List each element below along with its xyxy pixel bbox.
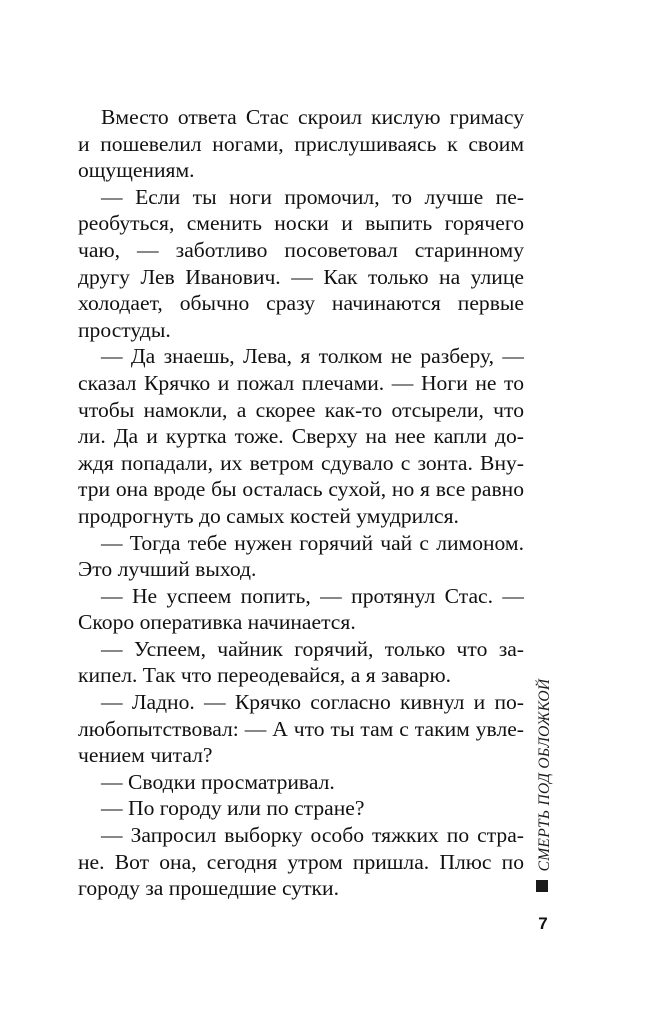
text-line: и пошевелил ногами, прислушиваясь к своим — [78, 131, 524, 156]
text-line: сказал Крячко и пожал плечами. — Ноги не то — [78, 370, 524, 395]
text-line: три она вроде бы осталась сухой, но я все равно — [78, 477, 524, 502]
text-line: Вместо ответа Стас скроил кислую гримасу — [101, 105, 524, 129]
text-line: реобуться, сменить носки и выпить горячего — [78, 211, 524, 236]
text-line: любопытствовал: — А что ты там с таким увле- — [78, 716, 524, 741]
text-line: — Да знаешь, Лева, я толком не разберу, — — [101, 344, 524, 369]
text-line: — По городу или по стране? — [101, 796, 365, 821]
page-number: 7 — [538, 914, 548, 933]
text-line: — Ладно. — Крячко согласно кивнул и по- — [101, 690, 524, 715]
text-line: чаю, — заботливо посоветовал старинному — [78, 237, 524, 262]
text-line: Скоро оперативка начинается. — [78, 610, 356, 635]
text-line: продрогнуть до самых костей умудрился. — [78, 503, 459, 528]
text-line: не. Вот она, сегодня утром пришла. Плюс по — [78, 849, 524, 874]
text-line: — Если ты ноги промочил, то лучше пе- — [101, 184, 524, 209]
text-line: — Успеем, чайник горячий, только что за- — [101, 636, 524, 661]
text-line: кипел. Так что переодевайся, а я заварю. — [78, 663, 451, 688]
text-line: — Запросил выборку особо тяжких по стра- — [101, 823, 524, 848]
text-line: ждя попадали, их ветром сдувало с зонта. Вну- — [78, 450, 524, 475]
text-line: чтобы намокли, а скорее как-то отсырели, что — [78, 397, 524, 422]
text-line: — Тогда тебе нужен горячий чай с лимоном. — [101, 530, 524, 555]
text-line: ощущениям. — [78, 158, 195, 183]
running-head-square-mark — [536, 880, 548, 892]
body-text — [78, 104, 524, 902]
text-line: простуды. — [78, 317, 171, 342]
text-line: Это лучший выход. — [78, 557, 257, 582]
running-head-title: СМЕРТЬ ПОД ОБЛОЖКОЙ — [536, 678, 553, 872]
text-line: другу Лев Иванович. — Как только на улице — [78, 264, 524, 289]
running-head — [528, 652, 562, 898]
text-line: — Не успеем попить, — протянул Стас. — — [101, 583, 524, 608]
text-line: холодает, обычно сразу начинаются первые — [78, 291, 524, 316]
text-line: городу за прошедшие сутки. — [78, 876, 339, 901]
text-line: ли. Да и куртка тоже. Сверху на нее капли до- — [78, 424, 524, 449]
text-line: — Сводки просматривал. — [101, 769, 335, 794]
text-line: чением читал? — [78, 743, 213, 768]
